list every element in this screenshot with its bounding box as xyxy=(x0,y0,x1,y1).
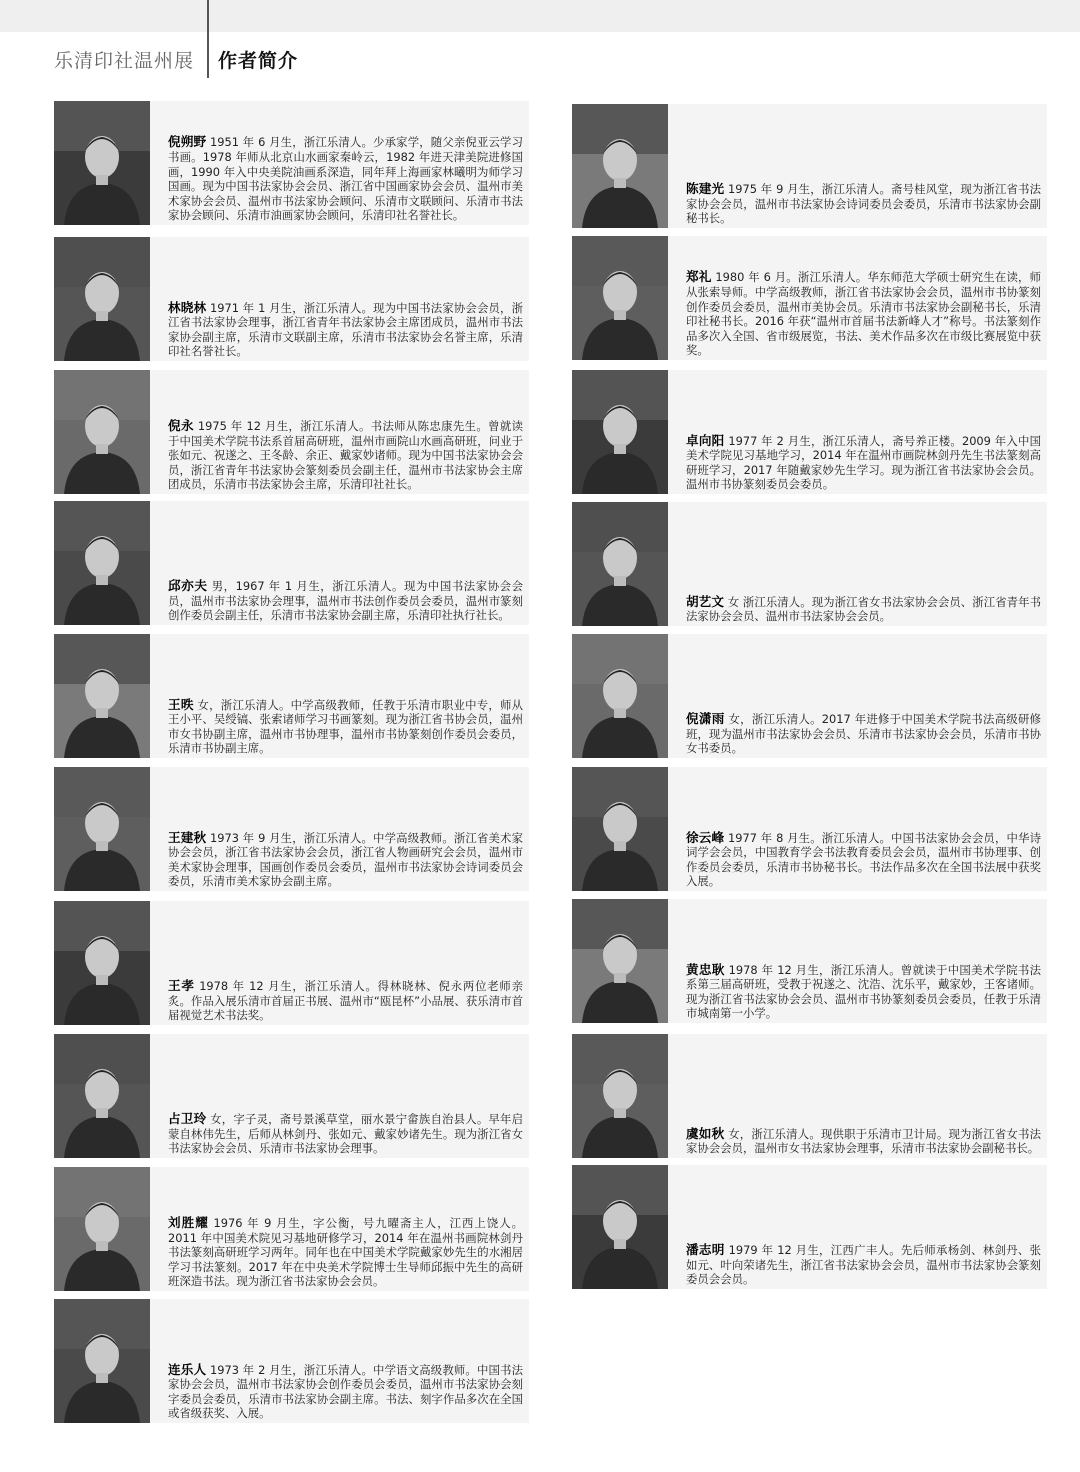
author-name: 胡艺文 xyxy=(686,593,725,609)
bio-text xyxy=(686,831,1041,889)
author-bio: 1976 年 9 月生，字公衡，号九曜斋主人，江西上饶人。2011 年中国美术院见习基地研修学习，2014 年在温州书画院林剑丹书法篆刻高研班学习两年。同年也在中国美术学院戴家妙先生的水湘居学习书法篆刻。2017 年在中央美术学院博士生导师邱振中先生的高研班深造书法。现为浙江省书法家协会会员。 xyxy=(168,1216,523,1289)
author-name: 潘志明 xyxy=(686,1242,725,1258)
bio-entry xyxy=(54,370,529,494)
author-bio: 1978 年 12 月生，浙江乐清人。得林晓林、倪永两位老师亲炙。作品入展乐清市首届正书展、温州市“瓯昆杯”小品展、获乐清市首届视觉艺术书法奖。 xyxy=(168,979,524,1023)
portrait-photo xyxy=(54,1167,150,1291)
author-name: 陈建光 xyxy=(686,181,725,197)
author-photo xyxy=(572,236,668,360)
author-photo xyxy=(572,104,668,228)
author-bio: 1977 年 2 月生，浙江乐清人，斋号养正楼。2009 年入中国美术学院见习基地学习，2014 年在温州市画院林剑丹先生书法篆刻高研班学习，2017 年随戴家妙先生学习。现为浙江省书法家协会会员。温州市书协篆刻委员会委员。 xyxy=(686,433,1042,492)
portrait-photo xyxy=(54,901,150,1025)
author-bio: 女，字子灵，斋号景溪草堂，丽水景宁畲族自治县人。早年启蒙自林伟先生，后师从林剑丹、张如元、戴家妙诸先生。现为浙江省女书法家协会会员、乐清市书法家协会理事。 xyxy=(168,1112,523,1156)
author-bio: 女，浙江乐清人。2017 年进修于中国美术学院书法高级研修班，现为温州市书法家协会会员、乐清市书法家协会会员，乐清市书协女书委员。 xyxy=(686,712,1042,756)
portrait-photo xyxy=(54,370,150,494)
bio-text xyxy=(686,712,1041,756)
author-bio: 女，浙江乐清人。中学高级教师，任教于乐清市职业中专，师从王小平、吴绶镐、张索诸师学习书画篆刻。现为浙江省书协会员，温州市女书协副主席，温州市书协理事，温州市书协篆刻创作委员会委员，乐清市书协副主席。 xyxy=(168,697,523,756)
author-photo xyxy=(54,1034,150,1158)
bio-entry xyxy=(572,634,1047,758)
portrait-photo xyxy=(54,634,150,758)
author-name: 虞如秋 xyxy=(686,1125,725,1141)
portrait-photo xyxy=(54,767,150,891)
author-name: 邱亦夫 xyxy=(168,578,208,594)
author-photo xyxy=(54,634,150,758)
bio-entry xyxy=(572,1034,1047,1158)
bio-text xyxy=(686,595,1041,624)
author-name: 倪朔野 xyxy=(168,134,207,150)
bio-entry xyxy=(54,501,529,625)
portrait-photo xyxy=(572,1165,668,1289)
author-name: 卓向阳 xyxy=(686,432,725,448)
portrait-photo xyxy=(54,237,150,361)
author-photo xyxy=(54,767,150,891)
author-name: 连乐人 xyxy=(168,1361,207,1377)
author-bio: 男，1967 年 1 月生，浙江乐清人。现为中国书法家协会会员，温州市书法家协会理事，温州市书法创作委员会委员，温州市篆刻创作委员会副主任，乐清市书法家协会副主席，乐清印社执行社长。 xyxy=(168,579,524,623)
author-name: 王孝 xyxy=(168,978,195,994)
portrait-photo xyxy=(572,104,668,228)
bio-text xyxy=(168,979,523,1023)
bio-entry xyxy=(54,101,529,225)
author-bio: 1979 年 12 月生，江西广丰人。先后师承杨剑、林剑丹、张如元、叶向荣诸先生，浙江省书法家协会会员，温州市书法家协会篆刻委员会会员。 xyxy=(686,1243,1042,1287)
portrait-photo xyxy=(572,767,668,891)
bio-text xyxy=(168,698,523,756)
bio-text xyxy=(168,301,523,359)
bio-entry xyxy=(572,236,1047,360)
bio-text xyxy=(686,270,1041,358)
author-bio: 女 浙江乐清人。现为浙江省女书法家协会会员、浙江省青年书法家协会会员、温州市书法家协会会员。 xyxy=(686,594,1041,624)
portrait-photo xyxy=(572,634,668,758)
bio-entry xyxy=(54,1167,529,1291)
author-name: 徐云峰 xyxy=(686,829,725,845)
top-banner xyxy=(0,0,1080,32)
author-photo xyxy=(572,1034,668,1158)
portrait-photo xyxy=(54,1034,150,1158)
bio-text xyxy=(686,963,1041,1021)
author-photo xyxy=(54,1299,150,1423)
author-bio: 1971 年 1 月生，浙江乐清人。现为中国书法家协会会员，浙江省书法家协会理事，浙江省青年书法家协会主席团成员，温州市书法家协会副主席，乐清市文联副主席，乐清市书法家协会名誉主席，乐清印社名誉社长。 xyxy=(168,300,523,359)
bio-entry xyxy=(54,237,529,361)
author-bio: 1975 年 9 月生，浙江乐清人。斋号桂风堂，现为浙江省书法家协会会员，温州市书法家协会诗词委员会委员，乐清市书法家协会副秘书长。 xyxy=(686,182,1041,226)
author-bio: 1975 年 12 月生，浙江乐清人。书法师从陈忠康先生。曾就读于中国美术学院书法系首届高研班，温州市画院山水画高研班，问业于张如元、祝遂之、王冬龄、余正、戴家妙诸师。现为中国书法家协会会员，浙江省青年书法家协会篆刻委员会副主任，温州市书法家协会主席团成员，乐清市书法家协会主席，乐清印社社长。 xyxy=(168,419,523,492)
bio-entry xyxy=(54,901,529,1025)
author-photo xyxy=(54,501,150,625)
author-bio: 1977 年 8 月生。浙江乐清人。中国书法家协会会员，中华诗词学会会员，中国教育学会书法教育委员会会员，温州市书协理事、创作委员会委员，乐清市书协秘书长。书法作品多次在全国书法展中获奖入展。 xyxy=(686,830,1041,889)
portrait-photo xyxy=(572,502,668,626)
author-bio: 女，浙江乐清人。现供职于乐清市卫计局。现为浙江省女书法家协会会员，温州市女书法家协会理事，乐清市书法家协会副秘书长。 xyxy=(686,1126,1041,1156)
bio-entry xyxy=(572,370,1047,494)
bio-entry xyxy=(54,767,529,891)
series-title: 乐清印社温州展 xyxy=(54,50,195,72)
bio-entry xyxy=(54,634,529,758)
author-bio: 1951 年 6 月生，浙江乐清人。少承家学，随父亲倪亚云学习书画。1978 年师从北京山水画家秦岭云，1982 年进天津美院进修国画，1990 年入中央美院油画系深造，同年拜上海画家林曦明为师学习国画。现为中国书法家协会会员、浙江省中国画家协会会员、温州市美术家协会会员、温州市书法家协会顾问、乐清市文联顾问、乐清市书法家协会顾问、乐清市油画家协会顾问，乐清印社名誉社长。 xyxy=(168,135,523,223)
bio-text xyxy=(686,1127,1041,1156)
author-name: 倪潇雨 xyxy=(686,711,725,727)
portrait-photo xyxy=(572,236,668,360)
portrait-photo xyxy=(54,1299,150,1423)
author-photo xyxy=(572,502,668,626)
author-photo xyxy=(54,237,150,361)
bio-text xyxy=(686,182,1041,226)
section-title: 作者简介 xyxy=(218,50,299,72)
bio-text xyxy=(168,579,523,623)
author-photo xyxy=(572,1165,668,1289)
author-photo xyxy=(54,901,150,1025)
bio-entry xyxy=(54,1034,529,1158)
author-photo xyxy=(54,370,150,494)
bio-text xyxy=(168,419,523,492)
author-name: 占卫玲 xyxy=(168,1111,207,1127)
author-name: 王建秋 xyxy=(168,829,207,845)
bio-entry xyxy=(572,899,1047,1023)
header-divider xyxy=(207,0,209,78)
author-photo xyxy=(54,1167,150,1291)
author-bio: 1973 年 2 月生，浙江乐清人。中学语文高级教师。中国书法家协会会员，温州市书法家协会创作委员会委员，温州市书法家协会刻字委员会委员，乐清市书法家协会副主席。书法、刻字作品多次在全国或省级获奖、入展。 xyxy=(168,1362,523,1421)
author-name: 刘胜耀 xyxy=(168,1215,209,1231)
bio-entry xyxy=(572,767,1047,891)
author-photo xyxy=(572,767,668,891)
author-bio: 1978 年 12 月生，浙江乐清人。曾就读于中国美术学院书法系第三届高研班，受教于祝遂之、沈浩、沈乐平，戴家妙，王客诸师。现为浙江省书法家协会会员、温州市书协篆刻委员会委员，任教于乐清市城南第一小学。 xyxy=(686,962,1042,1021)
author-name: 林晓林 xyxy=(168,299,207,315)
author-name: 倪永 xyxy=(168,418,194,434)
bio-text xyxy=(168,1112,523,1156)
author-bio: 1973 年 9 月生，浙江乐清人。中学高级教师。浙江省美术家协会会员，浙江省书法家协会会员，浙江省人物画研究会会员，温州市美术家协会理事，国画创作委员会委员，温州市书法家协会诗词委员会委员，乐清市美术家协会副主席。 xyxy=(168,830,523,889)
bio-text xyxy=(168,1216,523,1289)
bio-entry xyxy=(572,1165,1047,1289)
author-name: 郑礼 xyxy=(686,269,712,285)
portrait-photo xyxy=(54,501,150,625)
bio-text xyxy=(168,135,523,223)
bio-entry xyxy=(572,104,1047,228)
author-bio: 1980 年 6 月。浙江乐清人。华东师范大学硕士研究生在读，师从张索导师。中学高级教师，浙江省书法家协会会员，温州市书协篆刻创作委员会委员，温州市美协会员。乐清市书法家协会副秘书长，乐清印社秘书长。2016 年获“温州市首届书法新峰人才”称号。书法篆刻作品多次入全国、省市级展览，书法、美术作品多次在市级比赛展览中获奖。 xyxy=(686,270,1042,358)
bio-text xyxy=(168,1363,523,1421)
author-photo xyxy=(572,634,668,758)
bio-text xyxy=(686,434,1041,492)
bio-entry xyxy=(54,1299,529,1423)
portrait-photo xyxy=(572,1034,668,1158)
bio-text xyxy=(686,1243,1041,1287)
bio-text xyxy=(168,831,523,889)
author-photo xyxy=(54,101,150,225)
author-name: 黄忠耿 xyxy=(686,961,725,977)
author-photo xyxy=(572,899,668,1023)
bio-entry xyxy=(572,502,1047,626)
portrait-photo xyxy=(572,899,668,1023)
portrait-photo xyxy=(572,370,668,494)
author-name: 王昳 xyxy=(168,696,194,712)
author-photo xyxy=(572,370,668,494)
portrait-photo xyxy=(54,101,150,225)
